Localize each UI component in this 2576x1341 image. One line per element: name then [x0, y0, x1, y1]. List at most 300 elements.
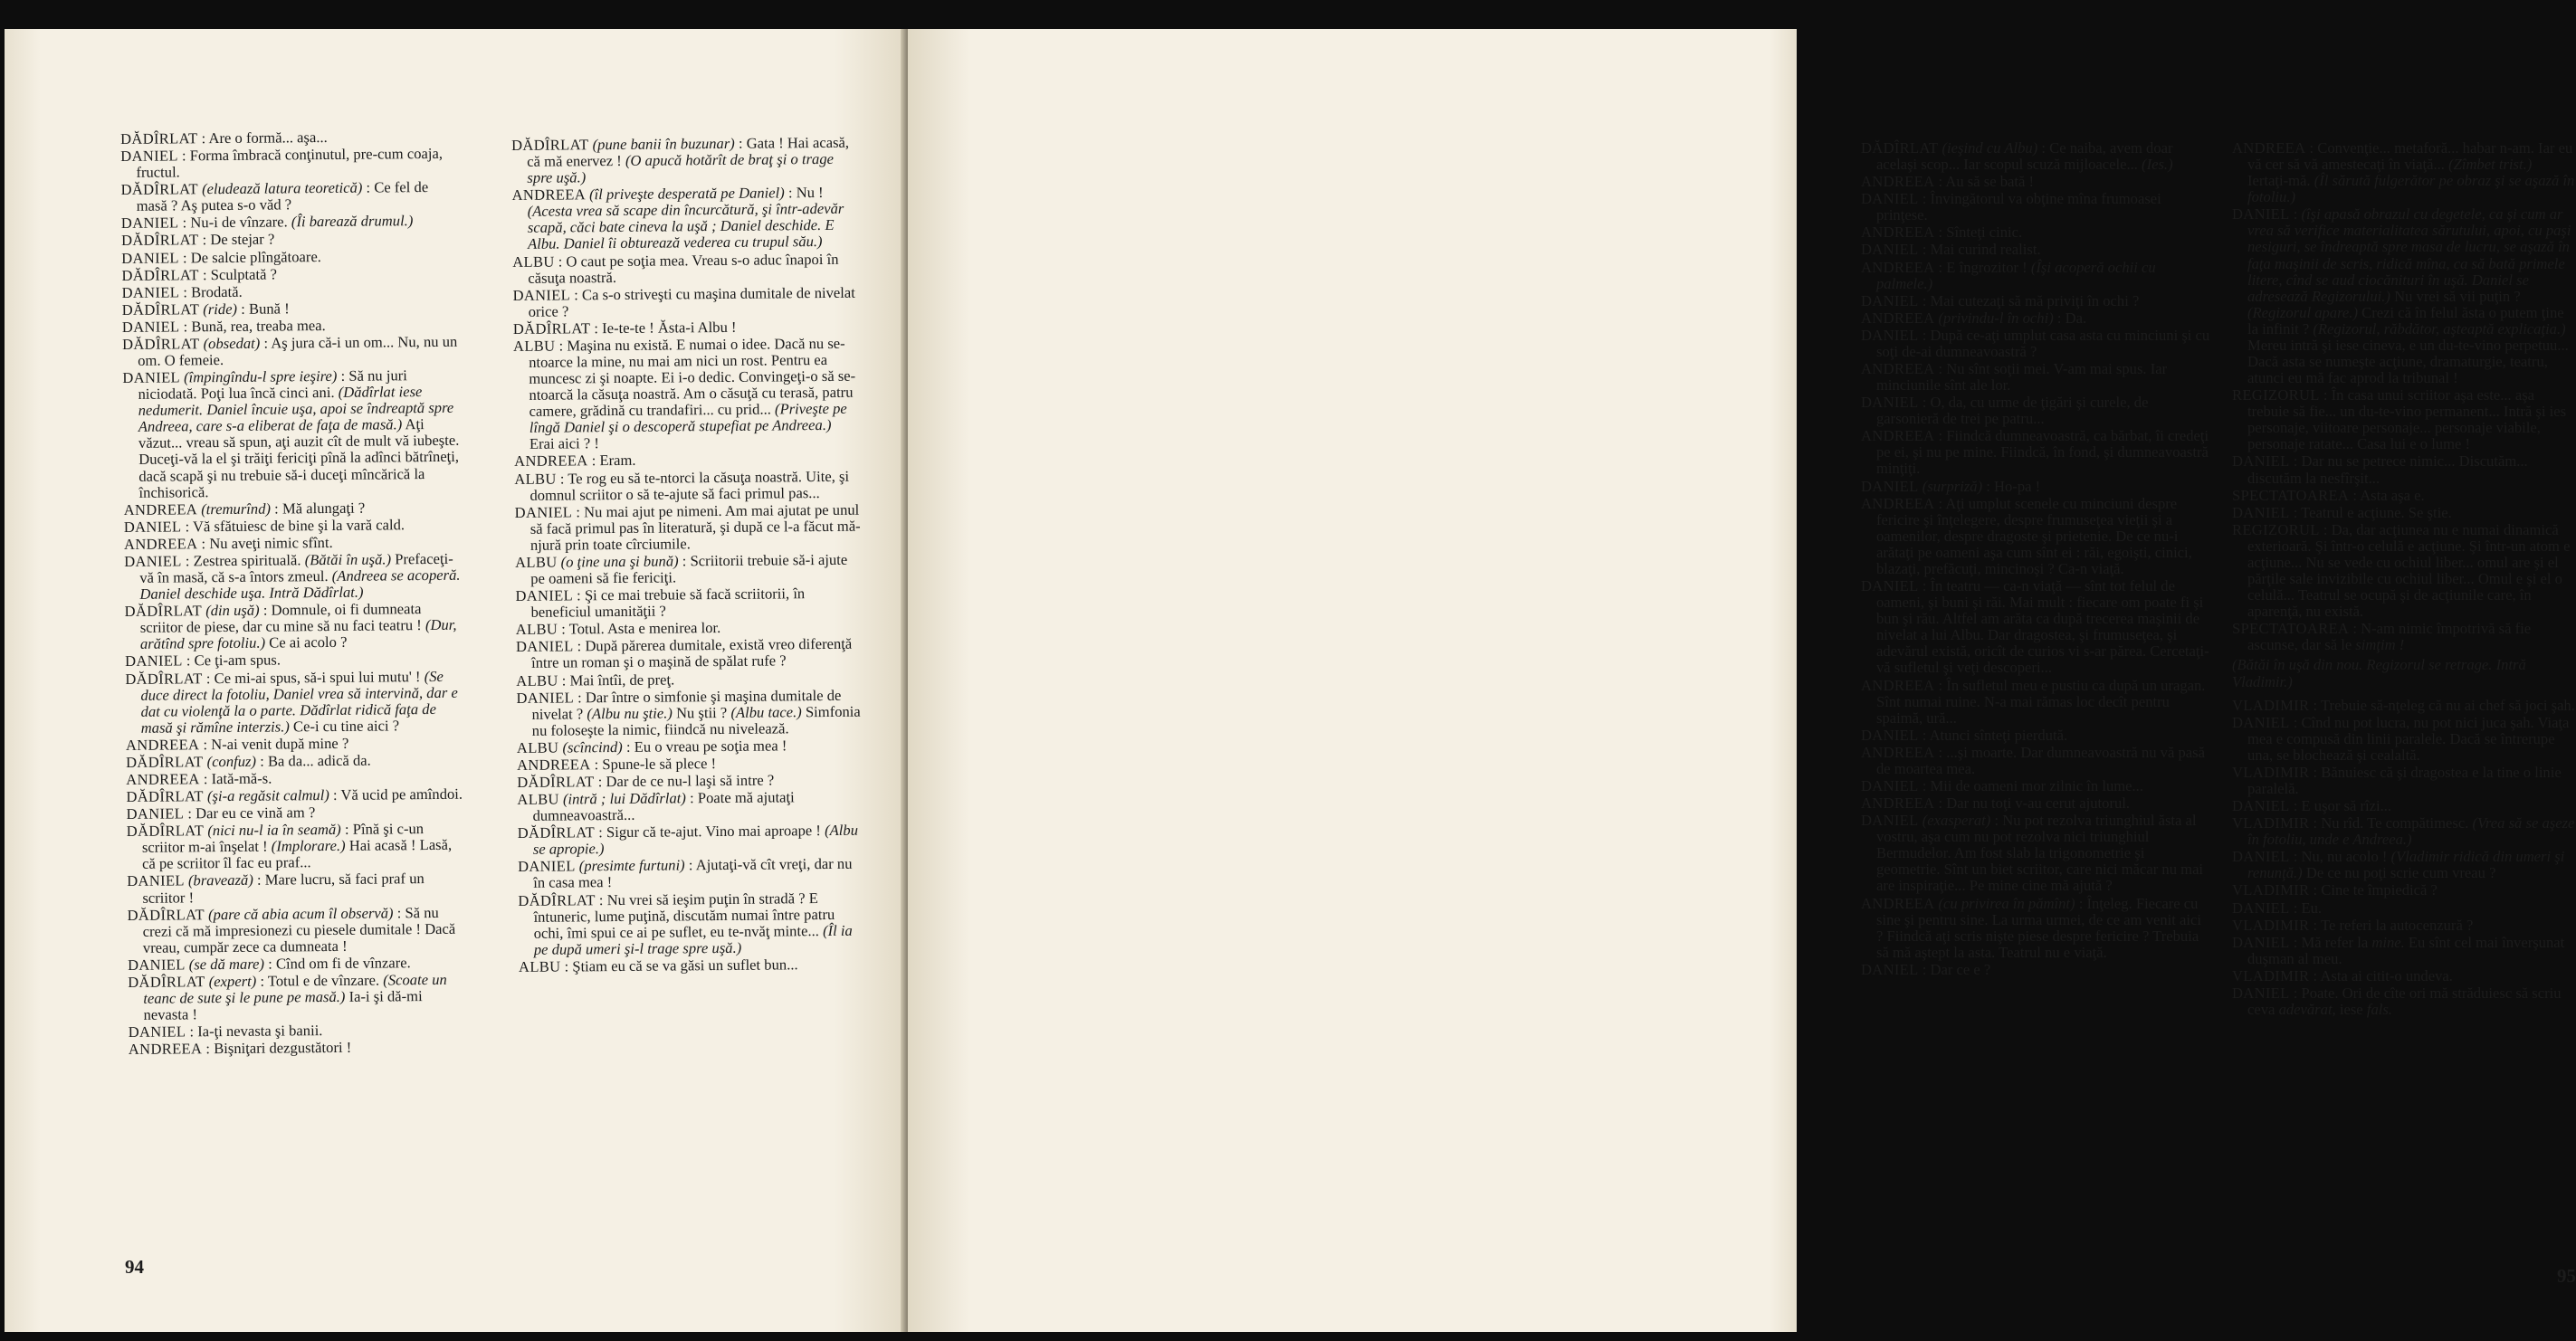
dialogue-line: VLADIMIR : Cine te împiedică ? [2232, 881, 2438, 899]
dialogue-text: ...şi moarte. Dar dumneavoastră nu vă pasă de moartea mea. [1876, 743, 2205, 777]
dialogue-text: Înţeleg. Fiecare cu sine şi pentru sine. La urma urmei, de ce am venit aici ? Fiindcă aţi scris nişte piese despre fericire ? Trebuia să mă aştept la asta. Teatrul nu e viaţă. [1876, 894, 2201, 961]
dialogue-text: Da. [2065, 309, 2087, 327]
dialogue-text: Te referi la autocenzură ? [2320, 916, 2474, 934]
stage-direction: (exasperat) [1922, 812, 1991, 830]
speaker-name: DANIEL [120, 147, 178, 166]
speaker-name: ANDREEA [1861, 258, 1935, 276]
speaker-name: DANIEL [512, 286, 571, 304]
speaker-name: REGIZORUL [2232, 386, 2320, 404]
emphasis-text: adevărat, [2278, 1000, 2336, 1018]
dialogue-text: Nu pot rezolva triunghiul ăsta al vostru, aşa cum nu pot rezolva nici triunghiul Bermudelor. Am fost slab la trigonometrie şi geometrie. Sînt un biet scriitor, care nici măcar nu mai are inspiraţie... Pe mine cine mă ajută ? [1876, 812, 2204, 895]
dialogue-text: Spune-le să plece ! [602, 754, 717, 774]
dialogue-line: VLADIMIR : Nu rîd. Te compătimesc. (Vrea să se aşeze în fotoliu, unde e Andreea.) [2232, 814, 2575, 849]
speaker-name: DANIEL [124, 552, 182, 570]
stage-direction: (din uşă) [205, 601, 260, 620]
dialogue-text: Trebuie să-nţeleg că nu ai chef să joci şah. [2320, 696, 2575, 714]
stage-direction: (tremurînd) [201, 499, 272, 518]
left-page-column-2 [511, 135, 864, 976]
dialogue-text: Atunci sînteţi pierdută. [1929, 726, 2068, 744]
dialogue-text: Bişniţari dezgustători ! [214, 1039, 352, 1058]
dialogue-line: DANIEL : O, da, cu urme de ţigări şi curele, de garsonieră de trei pe patru... [1861, 394, 2149, 428]
dialogue-line: ANDREEA (tremurînd) : Mă alungaţi ? [123, 499, 366, 518]
dialogue-text: După părerea dumitale, există vreo diferenţă între un roman şi o maşină de spălat rufe ? [530, 635, 853, 672]
speaker-name: DANIEL [2232, 899, 2290, 917]
dialogue-line: DANIEL : Eu. [2232, 899, 2323, 917]
speaker-name: REGIZORUL [2232, 520, 2320, 538]
dialogue-line: REGIZORUL : În casa unui scriitor aşa este... aşa trebuie să fie... un du-te-vino permanent... Intră şi ies personaje, viitoare personaje... personaje viabile, personaje ratate... Casa lui e o lume ! [2232, 386, 2567, 453]
speaker-name: DĂDÎRLAT [126, 753, 204, 771]
dialogue-line: DANIEL (presimte furtuni) : Ajutaţi-vă cît vreţi, dar nu în casa mea ! [517, 855, 853, 892]
dialogue-line: DĂDÎRLAT : Are o formă... aşa... [119, 128, 328, 147]
stage-direction: (Îl ia pe după umeri şi-l trage spre uşă.) [533, 921, 853, 958]
dialogue-text: Convenţie... metaforă... habar n-am. Iar eu vă cer să vă amestecaţi în viaţă... [2247, 139, 2573, 174]
speaker-name: ALBU [512, 252, 555, 271]
dialogue-text: În casa unui scriitor aşa este... aşa trebuie să fie... un du-te-vino permanent... Intră şi ies personaje, viitoare personaje... personaje viabile, personaje ratate... Casa lui e o lume ! [2247, 386, 2567, 453]
dialogue-line: DĂDÎRLAT (din uşă) : Domnule, oi fi dumneata scriitor de piese, dar cu mine să nu faci teatru ! (Dur, arătînd spre fotoliu.) Ce ai acolo ? [124, 600, 457, 653]
dialogue-line: DANIEL : (îşi apasă obrazul cu degetele, ca şi cum ar vrea să verifice materialitatea sărutului, apoi, cu paşi nesiguri, se îndreaptă spre masa de lucru, se aşază în faţa maşinii de scris, ridică mîna, ca să bată primele litere, cînd se aud ciocănituri în uşă. Daniel se adresează Regizorului.) Nu vrei să vii puţin ? (Regizorul apare.) Crezi că în felul ăsta o putem ţine la infinit ? (Regizorul, răbdător, aşteaptă explicaţia.) Mereu intră şi iese cineva, e un du-te-vino perpetuu... Dacă asta se numeşte acţiune, dramaturgie, teatru, atunci eu mă fac aprod la tribunal ! [2232, 205, 2571, 387]
speaker-name: SPECTATOAREA [2232, 486, 2350, 504]
dialogue-line: DANIEL : Mă refer la mine. Eu sînt cel mai înverşunat duşman al meu. [2232, 933, 2565, 967]
speaker-name: DANIEL [120, 214, 179, 233]
dialogue-text: Vă ucid pe amîndoi. [340, 785, 463, 804]
dialogue-text: Dar eu ce vină am ? [195, 804, 316, 823]
emphasis-text: fals. [2366, 1000, 2392, 1018]
speaker-name: DĂDÎRLAT [517, 773, 595, 791]
dialogue-line: DANIEL : Forma îmbracă conţinutul, pre-cum coaja, fructul. [120, 144, 444, 182]
dialogue-line: VLADIMIR : Bănuiesc că şi dragostea e la tine o linie paralelă. [2232, 763, 2562, 797]
dialogue-text: Prefaceţi-vă în masă, că s-a întors zmeul. [139, 549, 453, 586]
dialogue-text: Nu vrei să ieşim puţin în stradă ? E întuneric, lume puţină, discutăm numai între patru ochi, îmi spui ce ai pe suflet, eu te-nvăţ minte... [533, 889, 835, 942]
dialogue-line: ANDREEA : Convenţie... metaforă... habar n-am. Iar eu vă cer să vă amestecaţi în viaţă... (Zîmbet trist.) Iertaţi-mă. (Îl sărută fulgerător pe obraz şi se aşază în fotoliu.) [2232, 139, 2575, 206]
dialogue-line: DANIEL : Învingătorul va obţine mîna frumoasei prinţese. [1861, 190, 2161, 224]
speaker-name: DANIEL [514, 503, 573, 521]
speaker-name: DANIEL [122, 368, 181, 387]
dialogue-text: O, da, cu urme de ţigări şi curele, de garsonieră de trei pe patru... [1876, 394, 2149, 428]
dialogue-text: Scriitorii trebuie să-i ajute pe oameni să fie fericiţi. [530, 550, 848, 587]
dialogue-line: DANIEL : După părerea dumitale, există vreo diferenţă între un roman şi o maşină de spălat rufe ? [515, 635, 853, 672]
speaker-name: ANDREEA [123, 535, 198, 553]
stage-direction: (pare că abia acum îl observă) [208, 903, 394, 923]
stage-direction: (eludează latura teoretică) [202, 178, 363, 198]
stage-direction [2232, 657, 2576, 690]
dialogue-text: Mai întîi, de preţ. [569, 670, 675, 689]
stage-direction: (Vrea să se aşeze în fotoliu, unde e Andreea.) [2247, 814, 2575, 849]
dialogue-line: SPECTATOAREA : N-am nimic împotrivă să fie ascunse, dar să le simţim ! [2232, 620, 2532, 654]
dialogue-text: Dar nu se petrece nimic... Discutăm... discutăm la nesfîrşit... [2247, 452, 2528, 487]
dialogue-text: Crezi că în felul ăsta o putem ţine la infinit ? [2247, 303, 2564, 338]
speaker-name: DANIEL [517, 857, 576, 876]
speaker-name: VLADIMIR [2232, 763, 2310, 781]
right-page-column-1 [1861, 140, 2211, 979]
speaker-name: DANIEL [2232, 933, 2290, 951]
dialogue-text: Eu sînt cel mai înverşunat duşman al meu. [2247, 933, 2565, 967]
dialogue-line: ANDREEA (îl priveşte desperată pe Daniel) : Nu ! (Acesta vrea să scape din încurcătură, şi într-adevăr scapă, căci bate cineva la uşă ; Daniel deschide. E Albu. Daniel îi obturează vederea cu trupul său.) [511, 184, 844, 253]
speaker-name: ANDREEA [1861, 743, 1935, 761]
stage-direction-text: (Bătăi în uşă din nou. Regizorul se retrage. Intră Vladimir.) [2232, 656, 2526, 690]
dialogue-text: Dar între o simfonie şi maşina dumitale de nivelat ? [531, 686, 842, 723]
dialogue-line: ANDREEA (cu privirea în pămînt) : Înţeleg. Fiecare cu sine şi pentru sine. La urma urmei, de ce am venit aici ? Fiindcă aţi scris nişte piese despre fericire ? Trebuia să mă aştept la asta. Teatrul nu e viaţă. [1861, 894, 2201, 961]
dialogue-line: DĂDÎRLAT : Dar de ce nu-l laşi să intre ? [517, 771, 775, 791]
dialogue-text: Domnule, oi fi dumneata scriitor de piese, dar cu mine să nu faci teatru ! [139, 600, 422, 637]
dialogue-text: Nu-i de vînzare. [190, 213, 288, 232]
speaker-name: ALBU [516, 671, 558, 690]
speaker-name: ANDREEA [126, 770, 200, 788]
dialogue-text: N-am nimic împotrivă să fie ascunse, dar să le [2247, 620, 2532, 654]
stage-direction: (Regizorul apare.) [2247, 303, 2358, 321]
speaker-name: DANIEL [515, 586, 574, 605]
dialogue-line: ANDREEA : În sufletul meu e pustiu ca după un uragan. Sînt numai ruine. N-a mai rămas loc decît pentru spaimă, ură... [1861, 676, 2206, 727]
dialogue-line: DANIEL : Dar nu se petrece nimic... Discutăm... discutăm la nesfîrşit... [2232, 452, 2528, 487]
dialogue-line: ALBU (scîncind) : Eu o vreau pe soţia mea ! [516, 737, 787, 756]
speaker-name: VLADIMIR [2232, 916, 2310, 934]
dialogue-line: DĂDÎRLAT : Nu vrei să ieşim puţin în stradă ? E întuneric, lume puţină, discutăm numai între patru ochi, îmi spui ce ai pe suflet, eu te-nvăţ minte... (Îl ia pe după umeri şi-l trage spre uşă.) [518, 889, 853, 958]
dialogue-text: Bună, rea, treaba mea. [191, 316, 326, 336]
stage-direction: (expert) [208, 972, 257, 991]
dialogue-text: Cînd om fi de vînzare. [275, 954, 411, 973]
dialogue-line: ALBU (intră ; lui Dădîrlat) : Poate mă ajutaţi dumneavoastră... [517, 788, 795, 824]
dialogue-text: Mă alungaţi ? [281, 499, 366, 518]
dialogue-line: DANIEL : Dar între o simfonie şi maşina dumitale de nivelat ? (Albu nu ştie.) Nu ştii ? (Albu tace.) Simfonia nu foloseşte la nimic, fiindcă nu nivelează. [516, 686, 861, 739]
dialogue-line: ANDREEA : Sînteţi cinic. [1861, 224, 2023, 242]
dialogue-line: ANDREEA : ...şi moarte. Dar dumneavoastră nu vă pasă de moartea mea. [1861, 743, 2205, 777]
dialogue-text: Poate mă ajutaţi dumneavoastră... [532, 788, 795, 824]
speaker-name: DĂDÎRLAT [1861, 139, 1939, 157]
dialogue-text: Aş jura că-i un om... Nu, nu un om. O femeie. [138, 332, 458, 369]
stage-direction: (îşi apasă obrazul cu degetele, ca şi cum ar vrea să verifice materialitatea sărutului, apoi, cu paşi nesiguri, se îndreaptă spre masa de lucru, se aşază în faţa maşinii de scris, ridică mîna, ca să bată primele litere, cînd se aud ciocănituri în uşă. Daniel se adresează Regizorului.) [2247, 205, 2571, 305]
speaker-name: DANIEL [121, 248, 179, 267]
dialogue-line: DANIEL : Brodată. [121, 282, 243, 301]
dialogue-line: DĂDÎRLAT (eludează latura teoretică) : Ce fel de masă ? Aş putea s-o văd ? [120, 178, 429, 215]
dialogue-text: De stejar ? [210, 230, 275, 249]
speaker-name: DANIEL [2232, 984, 2290, 1002]
dialogue-text: Da, dar acţiunea nu e numai dinamică exterioară. Şi într-o celulă e acţiune. Şi într-un atom e acţiune... Nu se vede cu ochiul liber... omul are şi el părţile sale invizibile cu ochiul liber... Omul e şi el o celulă... Teatrul se ocupă şi de acţiunile care, în aparenţă, nu există. [2247, 520, 2571, 621]
stage-direction: (surpriză) [1922, 477, 1983, 495]
dialogue-text: Totul e de vînzare. [267, 971, 380, 990]
dialogue-text: Gata ! Hai acasă, că mă enervez ! [527, 133, 850, 170]
dialogue-line: DANIEL (împingîndu-l spre ieşire) : Să nu juri niciodată. Poţi lua încă cinci ani. (Dădîrlat iese nedumerit. Daniel încuie uşa, apoi se îndreaptă spre Andreea, care s-a eliberat de faţa de masă.) Aţi văzut... vreau să spun, aţi auzit cît de mult vă iubeşte. Duceţi-vă la el şi trăiţi fericiţi pînă la adînci bătrîneţi, dacă scapă şi nu trebuie să-i duceţi mîncărică la închisorică. [122, 366, 460, 501]
speaker-name: DANIEL [2232, 713, 2290, 731]
stage-direction: (o ţine una şi bună) [560, 552, 679, 571]
speaker-name: DANIEL [1861, 394, 1919, 412]
dialogue-line: DĂDÎRLAT (confuz) : Ba da... adică da. [126, 751, 371, 771]
speaker-name: DĂDÎRLAT [121, 265, 199, 284]
speaker-name: ANDREEA [1861, 427, 1935, 445]
dialogue-text: Zestrea spirituală. [193, 551, 301, 570]
dialogue-text: N-ai venit după mine ? [211, 734, 349, 753]
dialogue-text: Nu ştii ? [675, 703, 728, 722]
stage-direction: (Scoate un teanc de sute şi le pune pe masă.) [143, 970, 447, 1007]
dialogue-text: Teatrul e acţiune. Se ştie. [2301, 503, 2452, 521]
stage-direction: (Implorare.) [271, 837, 346, 855]
stage-direction: (presimte furtuni) [578, 856, 685, 875]
dialogue-text: Are o formă... aşa... [208, 128, 328, 147]
dialogue-text: Maşina nu există. E numai o idee. Dacă nu se-ntoarce la mine, nu mai am nici un rost. Pentru ea muncesc zi şi noapte. Ei i-o dedic. Convingeţi-o să se-ntoarcă la căsuţa noastră. Am o căsuţă cu terasă, patru camere, grădină cu trandafiri... cu prid... [529, 334, 856, 421]
dialogue-line: SPECTATOAREA : Asta aşa e. [2232, 486, 2425, 504]
speaker-name: DANIEL [516, 689, 575, 707]
stage-direction: (nici nu-l ia în seamă) [207, 821, 341, 840]
dialogue-text: Învingătorul va obţine mîna frumoasei prinţese. [1876, 190, 2161, 224]
speaker-name: DANIEL [1861, 776, 1919, 794]
stage-direction: (Dădîrlat iese nedumerit. Daniel încuie uşa, apoi se îndreaptă spre Andreea, care s-a eliberat de faţa de masă.) [138, 383, 454, 436]
speaker-name: ALBU [512, 337, 556, 355]
speaker-name: DANIEL [2232, 848, 2290, 866]
dialogue-text: Eu. [2301, 899, 2323, 917]
dialogue-text: De ce nu poţi scrie cum vreau ? [2305, 864, 2496, 882]
dialogue-text: Dar de ce nu-l laşi să intre ? [606, 771, 775, 791]
speaker-name: ANDREEA [1861, 676, 1935, 694]
dialogue-line: DANIEL : Dar eu ce vină am ? [126, 804, 316, 823]
dialogue-text: Sculptată ? [210, 265, 278, 283]
dialogue-line: ANDREEA : Nu sînt soţii mei. V-am mai spus. Iar minciunile sînt ale lor. [1861, 360, 2168, 395]
speaker-name: VLADIMIR [2232, 814, 2310, 832]
dialogue-line: VLADIMIR : Asta ai citit-o undeva. [2232, 966, 2453, 984]
speaker-name: VLADIMIR [2232, 696, 2310, 714]
stage-direction: (Îi barează drumul.) [291, 212, 414, 231]
dialogue-line: DANIEL : Bună, rea, treaba mea. [121, 316, 326, 336]
dialogue-text: Dar nu toţi v-au cerut ajutorul. [1946, 794, 2131, 813]
speaker-name: ANDREEA [1861, 224, 1935, 242]
speaker-name: DANIEL [126, 804, 185, 823]
right-page-column-2 [2232, 140, 2576, 1019]
dialogue-text: Să nu crezi că mă impresionezi cu piesele dumitale ! Dacă vreau, cumpăr zece ca dumneata ! [142, 903, 456, 956]
speaker-name: ANDREEA [516, 756, 591, 774]
stage-direction: (Ies.) [2142, 156, 2173, 174]
dialogue-text: Asta aşa e. [2360, 486, 2425, 504]
dialogue-text: Iată-mă-s. [211, 769, 272, 788]
dialogue-text: Ia-ţi nevasta şi banii. [197, 1022, 323, 1041]
dialogue-line: ANDREEA : Nu aveţi nimic sfînt. [123, 533, 333, 553]
speaker-name: ANDREEA [2232, 139, 2306, 157]
dialogue-text: Ce naiba, avem doar acelaşi scop... Iar scopul scuză mijloacele... [1876, 139, 2173, 174]
speaker-name: ALBU [516, 738, 559, 756]
stage-direction: (cu privirea în pămînt) [1938, 894, 2075, 912]
speaker-name: DANIEL [1861, 577, 1919, 595]
stage-direction: (Dur, arătînd spre fotoliu.) [139, 616, 457, 653]
speaker-name: DĂDÎRLAT [127, 905, 205, 924]
dialogue-line: DANIEL : Ce ţi-am spus. [125, 651, 281, 670]
dialogue-line: DANIEL : Şi ce mai trebuie să facă scriitorii, în beneficiul umanităţii ? [515, 585, 806, 622]
dialogue-line: DANIEL : În teatru — ca-n viaţă — sînt tot felul de oameni, şi buni şi răi. Mai mult : fiecare om poate fi şi bun şi rău. Altfel am arăta ca după trecerea maşinii de nivelat a lui Albu. Dar dragostea, şi frumuseţea, şi adevărul există, oricît de curios vi s-ar părea. Cercetaţi-vă sufletul şi veţi descoperi... [1861, 577, 2209, 677]
speaker-name: DANIEL [121, 283, 180, 301]
stage-direction: (pune banii în buzunar) [592, 134, 735, 154]
speaker-name: DANIEL [1861, 960, 1919, 978]
stage-direction: (Albu tace.) [730, 702, 802, 721]
speaker-name: DANIEL [127, 871, 185, 890]
dialogue-line: DĂDÎRLAT : De stejar ? [120, 230, 275, 250]
stage-direction: (şi-a regăsit calmul) [206, 786, 329, 805]
dialogue-line: DĂDÎRLAT : Ce mi-ai spus, să-i spui lui mutu' ! (Se duce direct la fotoliu, Daniel vrea să intervină, dar e dat cu violenţă la o parte. Dădîrlat ridică faţa de masă şi rămîne interzis.) Ce-i cu tine aici ? [125, 667, 458, 737]
dialogue-text: Iertaţi-mă. [2247, 172, 2311, 190]
dialogue-text: Mii de oameni mor zilnic în lume... [1930, 776, 2143, 794]
dialogue-text: Să nu juri niciodată. Poţi lua încă cinci ani. [138, 366, 407, 404]
stage-direction: (îl priveşte desperată pe Daniel) [589, 184, 785, 204]
speaker-name: ANDREEA [1861, 494, 1935, 512]
dialogue-line: DANIEL : Cînd nu pot lucra, nu pot nici juca şah. Viaţa mea e compusă din linii paralele. Dacă se întrerupe una, se blochează şi cealaltă. [2232, 713, 2570, 764]
dialogue-line: ANDREEA : Fiindcă dumneavoastră, ca bărbat, îi credeţi pe ei, şi nu pe mine. Fiindcă, în fond, şi dumneavoastră minţiţi. [1861, 427, 2209, 478]
dialogue-text: Vă sfătuiesc de bine şi la vară cald. [192, 516, 405, 536]
dialogue-text: În teatru — ca-n viaţă — sînt tot felul de oameni, şi buni şi răi. Mai mult : fiecare om poate fi şi bun şi rău. Altfel am arăta ca după trecerea maşinii de nivelat a lui Albu. Dar dragostea, şi frumuseţea, şi adevărul există, oricît de curios vi s-ar părea. Cercetaţi-vă sufletul şi veţi descoperi... [1876, 577, 2209, 677]
stage-direction: (confuz) [206, 752, 257, 771]
dialogue-line: ANDREEA : Au să se bată ! [1861, 173, 2035, 191]
dialogue-line: DĂDÎRLAT (pare că abia acum îl observă) : Să nu crezi că mă impresionezi cu piesele dumitale ! Dacă vreau, cumpăr zece ca dumneata ! [127, 903, 456, 956]
stage-direction: (Acesta vrea să scape din încurcătură, şi într-adevăr scapă, căci bate cineva la uşă ; Daniel deschide. E Albu. Daniel îi obturează vederea cu trupul său.) [527, 200, 844, 253]
left-page-column-1 [120, 128, 465, 1060]
dialogue-text: Ho-pa ! [1994, 477, 2041, 495]
dialogue-text: Mă refer la [2301, 933, 2369, 951]
dialogue-text: Nu vrei să vii puţin ? [2394, 287, 2521, 305]
emphasis-text: simţim ! [2355, 636, 2405, 654]
speaker-name: ALBU [518, 957, 561, 975]
dialogue-text: Eram. [599, 452, 636, 470]
stage-direction: (Se duce direct la fotoliu, Daniel vrea să intervină, dar e dat cu violenţă la o parte. Dădîrlat ridică faţa de masă şi rămîne interzis.) [140, 667, 458, 737]
dialogue-text: Cine te împiedică ? [2321, 881, 2438, 899]
stage-direction: (ride) [203, 300, 238, 318]
dialogue-line: DANIEL : Mai curind realist. [1861, 241, 2041, 259]
dialogue-line: DANIEL : Atunci sînteţi pierdută. [1861, 726, 2068, 744]
speaker-name: ANDREEA [1861, 309, 1935, 327]
dialogue-line: ALBU (o ţine una şi bună) : Scriitorii trebuie să-i ajute pe oameni să fie fericiţi. [515, 550, 848, 587]
stage-direction: (intră ; lui Dădîrlat) [562, 789, 686, 808]
speaker-name: ANDREEA [128, 1040, 203, 1059]
dialogue-line: DANIEL : Nu mai ajut pe nimeni. Am mai ajutat pe unul să facă primul pas în literatură, şi după ce l-a făcut mă-njură prin toate cîrciumile. [514, 500, 861, 554]
stage-direction: (Vladimir ridică din umeri şi renunţă.) [2247, 848, 2565, 882]
dialogue-line: DANIEL : Nu, nu acolo ! (Vladimir ridică din umeri şi renunţă.) De ce nu poţi scrie cum vreau ? [2232, 848, 2565, 882]
dialogue-text: Nu, nu acolo ! [2301, 848, 2388, 866]
dialogue-line: DANIEL : Mai cutezaţi să mă priviţi în ochi ? [1861, 291, 2140, 309]
dialogue-text: Bună ! [248, 300, 290, 318]
speaker-name: VLADIMIR [2232, 881, 2310, 899]
stage-direction: (O apucă hotărît de braţ şi o trage spre uşă.) [527, 149, 835, 187]
right-page [908, 29, 2576, 1332]
dialogue-line: DĂDÎRLAT (ieşind cu Albu) : Ce naiba, avem doar acelaşi scop... Iar scopul scuză mijloacele... (Ies.) [1861, 139, 2173, 174]
dialogue-line: DANIEL : Mii de oameni mor zilnic în lume... [1861, 776, 2143, 794]
stage-direction: (Bătăi în uşă.) [304, 550, 392, 569]
dialogue-line: ANDREEA : Aţi umplut scenele cu minciuni despre fericire şi înţelegere, despre frumuseţea vieţii şi a oamenilor, despre dragoste şi prietenie. De ce nu-i arătaţi pe oameni aşa cum sînt ei : răi, egoişti, cinici, blazaţi, prefăcuţi, mincinoşi ? Ca-n viaţă. [1861, 494, 2192, 577]
dialogue-line: DANIEL (bravează) : Mare lucru, să faci praf un scriitor ! [127, 870, 425, 907]
stage-direction: (ieşind cu Albu) [1942, 139, 2038, 157]
dialogue-text: Simfonia nu foloseşte la nimic, fiindcă nu nivelează. [531, 702, 861, 739]
stage-direction: (bravează) [187, 871, 253, 889]
speaker-name: DANIEL [515, 637, 574, 656]
stage-direction: (Îl sărută fulgerător pe obraz şi se aşază în fotoliu.) [2247, 172, 2575, 206]
dialogue-text: Ia-i şi dă-mi nevasta ! [143, 987, 423, 1023]
dialogue-text: Pînă şi c-un scriitor m-ai înşelat ! [141, 820, 425, 857]
dialogue-line: ANDREEA (privindu-l în ochi) : Da. [1861, 309, 2087, 327]
dialogue-line: DĂDÎRLAT (obsedat) : Aş jura că-i un om... Nu, nu un om. O femeie. [121, 332, 458, 369]
speaker-name: DĂDÎRLAT [121, 335, 200, 353]
dialogue-text: Ajutaţi-vă cît vreţi, dar nu în casa mea ! [533, 855, 853, 892]
dialogue-line: REGIZORUL : Da, dar acţiunea nu e numai dinamică exterioară. Şi într-o celulă e acţiune. Şi într-un atom e acţiune... Nu se vede cu ochiul liber... omul are şi el părţile sale invizibile cu ochiul liber... Omul e şi el o celulă... Teatrul se ocupă şi de acţiunile care, în aparenţă, nu există. [2232, 520, 2571, 621]
dialogue-text: Totul. Asta e menirea lor. [568, 619, 721, 638]
speaker-name: DĂDÎRLAT [125, 669, 203, 688]
dialogue-line: ALBU : Te rog eu să te-ntorci la căsuţa noastră. Uite, şi domnul scriitor o să te-ajute să faci primul pas... [514, 467, 850, 504]
speaker-name: DĂDÎRLAT [510, 136, 589, 154]
dialogue-line: ANDREEA : Eram. [514, 452, 636, 471]
dialogue-text: Aţi umplut scenele cu minciuni despre fericire şi înţelegere, despre frumuseţea vieţii şi a oamenilor, despre dragoste şi prietenie. De ce nu-i arătaţi pe oameni aşa cum sînt ei : răi, egoişti, cinici, blazaţi, prefăcuţi, mincinoşi ? Ca-n viaţă. [1876, 494, 2192, 577]
stage-direction: (Andreea se acoperă. Daniel deschide uşa. Intră Dădîrlat.) [139, 566, 461, 603]
speaker-name: DANIEL [1861, 190, 1919, 208]
dialogue-line: ANDREEA : N-ai venit după mine ? [125, 734, 349, 754]
dialogue-text: În sufletul meu e pustiu ca după un uragan. Sînt numai ruine. N-a mai rămas loc decît pentru spaimă, ură... [1876, 676, 2206, 727]
speaker-name: DĂDÎRLAT [518, 890, 596, 909]
stage-direction: (împingîndu-l spre ieşire) [184, 367, 338, 386]
dialogue-line: DANIEL : Teatrul e acţiune. Se ştie. [2232, 503, 2452, 521]
dialogue-line: DANIEL : E uşor să rîzi... [2232, 797, 2392, 815]
dialogue-text: iese [2339, 1000, 2363, 1018]
speaker-name: ANDREEA [511, 185, 587, 204]
dialogue-text: Ce ai acolo ? [269, 633, 348, 651]
speaker-name: DĂDÎRLAT [126, 787, 204, 806]
page-number-left: 94 [125, 1256, 144, 1278]
stage-direction: (se dă mare) [188, 955, 265, 974]
dialogue-text: Ie-te-te ! Ăsta-i Albu ! [602, 318, 737, 337]
dialogue-text: Mai cutezaţi să mă priviţi în ochi ? [1930, 291, 2140, 309]
dialogue-line: DĂDÎRLAT (pune banii în buzunar) : Gata ! Hai acasă, că mă enervez ! (O apucă hotărît de braţ şi o trage spre uşă.) [510, 133, 850, 187]
speaker-name: DANIEL [1861, 291, 1919, 309]
stage-direction: (Zîmbet trist.) [2448, 156, 2533, 174]
dialogue-line: ANDREEA : Dar nu toţi v-au cerut ajutorul. [1861, 794, 2131, 813]
dialogue-text: Te rog eu să te-ntorci la căsuţa noastră. Uite, şi domnul scriitor o să te-ajute să faci primul pas... [530, 467, 850, 504]
dialogue-text: Bănuiesc că şi dragostea e la tine o linie paralelă. [2247, 763, 2562, 797]
dialogue-text: Ce mi-ai spus, să-i spui lui mutu' ! [214, 667, 421, 687]
emphasis-text: mine. [2371, 933, 2405, 951]
dialogue-line: DANIEL : De salcie plîngătoare. [121, 247, 321, 267]
speaker-name: DANIEL [1861, 726, 1919, 744]
dialogue-text: E îngrozitor ! [1946, 258, 2027, 276]
speaker-name: ALBU [517, 790, 559, 809]
dialogue-text: Nu rîd. Te compătimesc. [2321, 814, 2469, 832]
speaker-name: ANDREEA [514, 452, 588, 471]
dialogue-line: DANIEL : Zestrea spirituală. (Bătăi în uşă.) Prefaceţi-vă în masă, că s-a întors zmeul. (Andreea se acoperă. Daniel deschide uşa. Intră Dădîrlat.) [124, 549, 461, 603]
dialogue-text: Hai acasă ! Lasă, că pe scriitor îl fac eu praf... [141, 836, 453, 873]
speaker-name: DĂDÎRLAT [512, 319, 591, 338]
speaker-name: DĂDÎRLAT [119, 129, 198, 147]
dialogue-line: ALBU : Totul. Asta e menirea lor. [515, 619, 721, 639]
speaker-name: DĂDÎRLAT [126, 822, 205, 841]
speaker-name: DANIEL [127, 956, 186, 974]
speaker-name: SPECTATOAREA [2232, 620, 2350, 638]
speaker-name: DĂDÎRLAT [120, 231, 199, 250]
dialogue-text: Brodată. [190, 282, 243, 301]
dialogue-text: Nu ! [796, 184, 824, 202]
dialogue-line: DĂDÎRLAT (ride) : Bună ! [121, 300, 290, 319]
speaker-name: DANIEL [2232, 797, 2290, 815]
dialogue-line: DĂDÎRLAT (nici nu-l ia în seamă) : Pînă şi c-un scriitor m-ai înşelat ! (Implorare.) Hai acasă ! Lasă, că pe scriitor îl fac eu praf... [126, 820, 453, 873]
dialogue-line: DANIEL : Nu-i de vînzare. (Îi barează drumul.) [120, 212, 414, 233]
stage-direction: (Regizorul, răbdător, aşteaptă explicaţia.) [2313, 319, 2566, 338]
speaker-name: DANIEL [1861, 477, 1919, 495]
dialogue-text: Erai aici ? ! [529, 434, 599, 453]
speaker-name: ANDREEA [1861, 360, 1935, 378]
speaker-name: DANIEL [128, 1022, 186, 1041]
dialogue-line: DĂDÎRLAT : Ie-te-te ! Ăsta-i Albu ! [512, 318, 737, 338]
speaker-name: ANDREEA [1861, 173, 1935, 191]
speaker-name: ANDREEA [123, 499, 198, 518]
speaker-name: ANDREEA [125, 736, 200, 754]
dialogue-text: Sînteţi cinic. [1946, 224, 2023, 242]
speaker-name: ANDREEA [1861, 894, 1935, 912]
dialogue-line: ANDREEA : Iată-mă-s. [126, 769, 272, 788]
dialogue-text: Ştiam eu că se va găsi un suflet bun... [572, 956, 798, 975]
dialogue-line: DANIEL (exasperat) : Nu pot rezolva triunghiul ăsta al vostru, aşa cum nu pot rezolva nici triunghiul Bermudelor. Am fost slab la trigonometrie şi geometrie. Sînt un biet scriitor, care nici măcar nu mai are inspiraţie... Pe mine cine mă ajută ? [1861, 812, 2204, 895]
left-page [5, 29, 906, 1332]
speaker-name: DANIEL [2232, 205, 2290, 224]
stage-direction: (scîncind) [562, 737, 623, 756]
dialogue-line: DANIEL (surpriză) : Ho-pa ! [1861, 477, 2041, 495]
dialogue-line: ANDREEA : Bişniţari dezgustători ! [128, 1039, 352, 1059]
dialogue-text: Ce-i cu tine aici ? [292, 717, 400, 736]
dialogue-line: DĂDÎRLAT (expert) : Totul e de vînzare. (Scoate un teanc de sute şi le pune pe masă.) Ia-i şi dă-mi nevasta ! [128, 970, 447, 1023]
